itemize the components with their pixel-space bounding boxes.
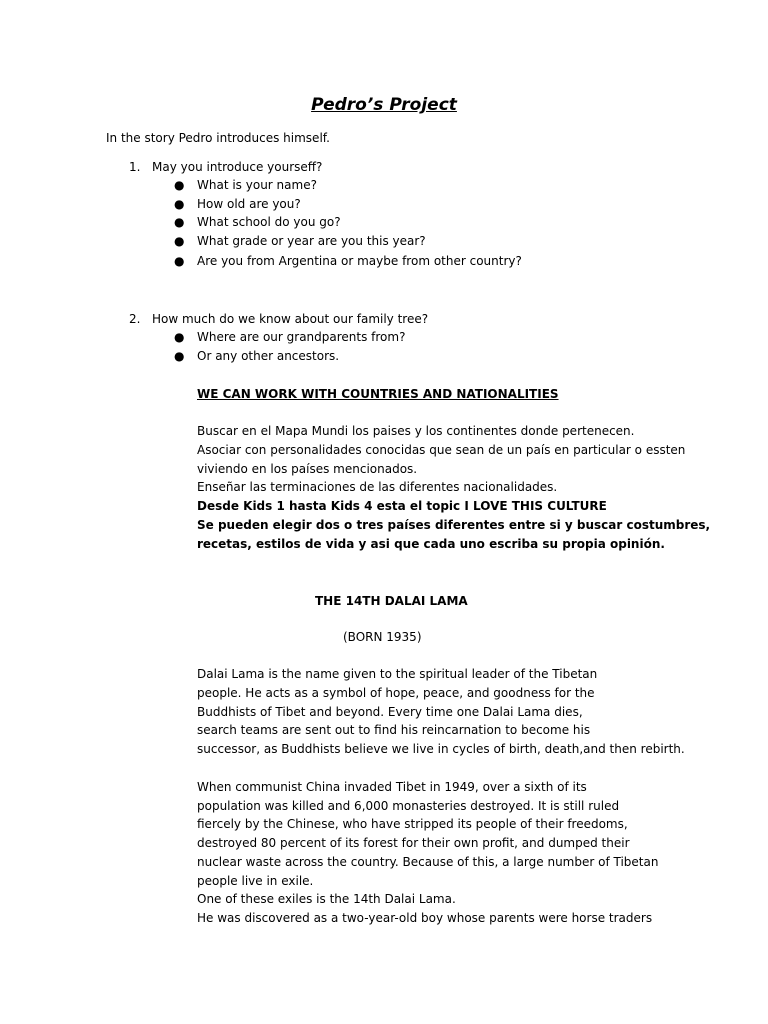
paragraph-line: nuclear waste across the country. Because of this, a large number of Tibetan — [197, 855, 659, 869]
bullet-icon: ● — [174, 178, 185, 192]
dalai-heading: THE 14TH DALAI LAMA — [315, 594, 468, 608]
paragraph-line: Dalai Lama is the name given to the spiritual leader of the Tibetan — [197, 667, 598, 681]
paragraph-line: When communist China invaded Tibet in 1949, over a sixth of its — [197, 780, 587, 794]
paragraph-line: One of these exiles is the 14th Dalai Lama. — [197, 892, 456, 906]
spanish-bold-line: Se pueden elegir dos o tres países diferentes entre si y buscar costumbres, — [197, 518, 711, 532]
paragraph-line: Buddhists of Tibet and beyond. Every time one Dalai Lama dies, — [197, 705, 583, 719]
list-item: How old are you? — [197, 197, 301, 211]
spanish-line: viviendo en los países mencionados. — [197, 462, 418, 476]
paragraph-line: He was discovered as a two-year-old boy whose parents were horse traders — [197, 911, 653, 925]
spanish-bold-line: Desde Kids 1 hasta Kids 4 esta el topic I LOVE THIS CULTURE — [197, 499, 607, 513]
intro-text: In the story Pedro introduces himself. — [106, 131, 330, 145]
list-item: Or any other ancestors. — [197, 349, 340, 363]
bullet-icon: ● — [174, 215, 185, 229]
spanish-line: Enseñar las terminaciones de las diferentes nacionalidades. — [197, 480, 558, 494]
section2-question: How much do we know about our family tree? — [152, 312, 429, 326]
paragraph-line: successor, as Buddhists believe we live in cycles of birth, death,and then rebirth. — [197, 742, 685, 756]
list-item: What grade or year are you this year? — [197, 234, 426, 248]
section1-question: May you introduce yourseff? — [152, 160, 323, 174]
paragraph-line: population was killed and 6,000 monasteries destroyed. It is still ruled — [197, 799, 620, 813]
list-item: What school do you go? — [197, 215, 341, 229]
paragraph-line: search teams are sent out to find his reincarnation to become his — [197, 723, 591, 737]
paragraph-line: people live in exile. — [197, 874, 314, 888]
paragraph-line: people. He acts as a symbol of hope, peace, and goodness for the — [197, 686, 595, 700]
list-item: Where are our grandparents from? — [197, 330, 406, 344]
bullet-icon: ● — [174, 349, 185, 363]
spanish-line: Asociar con personalidades conocidas que sean de un país en particular o essten — [197, 443, 686, 457]
paragraph-line: fiercely by the Chinese, who have stripped its people of their freedoms, — [197, 817, 628, 831]
paragraph-line: destroyed 80 percent of its forest for their own profit, and dumped their — [197, 836, 630, 850]
bullet-icon: ● — [174, 197, 185, 211]
bullet-icon: ● — [174, 254, 185, 268]
bullet-icon: ● — [174, 330, 185, 344]
list-number-2: 2. — [129, 312, 141, 326]
spanish-bold-line: recetas, estilos de vida y asi que cada uno escriba su propia opinión. — [197, 537, 665, 551]
bullet-icon: ● — [174, 234, 185, 248]
page-title: Pedro’s Project — [311, 95, 457, 115]
list-item: Are you from Argentina or maybe from other country? — [197, 254, 522, 268]
list-item: What is your name? — [197, 178, 317, 192]
dalai-born: (BORN 1935) — [343, 630, 422, 644]
list-number-1: 1. — [129, 160, 141, 174]
countries-heading: WE CAN WORK WITH COUNTRIES AND NATIONALITIES — [197, 387, 559, 401]
spanish-line: Buscar en el Mapa Mundi los paises y los continentes donde pertenecen. — [197, 424, 635, 438]
